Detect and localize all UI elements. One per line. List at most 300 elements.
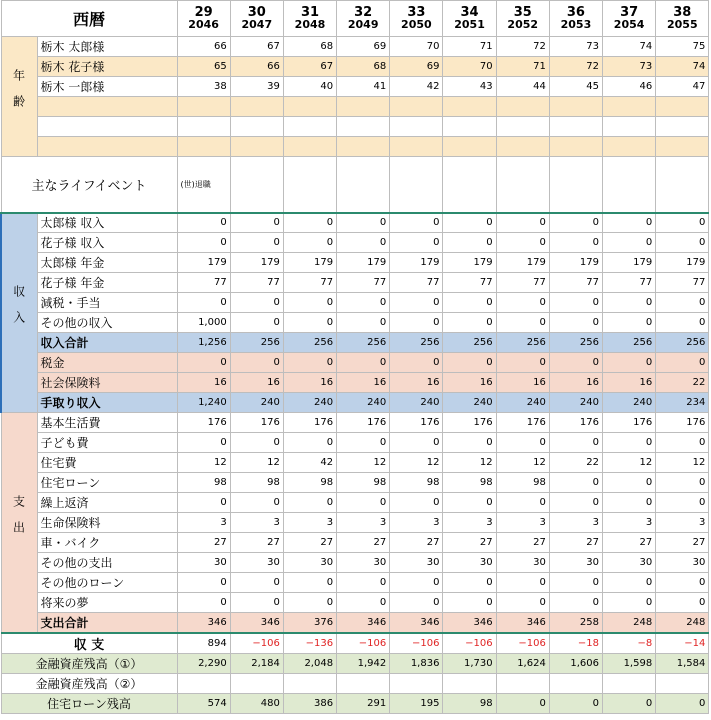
income-row-cell[interactable]: 77	[283, 273, 336, 293]
expense-row-cell[interactable]: 0	[283, 573, 336, 593]
assets2-row-cell[interactable]	[549, 673, 602, 693]
expense-row-cell[interactable]: 0	[656, 493, 709, 513]
income-row-cell[interactable]: 77	[603, 273, 656, 293]
insurance-row-cell[interactable]: 16	[177, 373, 230, 393]
expense-row-cell[interactable]: 98	[496, 473, 549, 493]
life-event-cell[interactable]	[496, 157, 549, 213]
balance-row-cell[interactable]: −106	[390, 633, 443, 654]
expense-row-cell[interactable]: 12	[656, 453, 709, 473]
income-row-cell[interactable]: 0	[496, 213, 549, 233]
balance-row-cell[interactable]: −106	[337, 633, 390, 654]
expense-row-cell[interactable]: 0	[230, 493, 283, 513]
year-header-cell[interactable]	[443, 1, 496, 37]
age-cell[interactable]: 38	[177, 77, 230, 97]
insurance-row-cell[interactable]: 16	[443, 373, 496, 393]
expense-row-cell[interactable]: 30	[230, 553, 283, 573]
expense-row-cell[interactable]: 0	[443, 573, 496, 593]
expense-row-cell[interactable]: 98	[177, 473, 230, 493]
age-empty-cell[interactable]	[603, 97, 656, 117]
age-cell[interactable]: 74	[656, 57, 709, 77]
income-row-cell[interactable]: 0	[656, 233, 709, 253]
age-cell[interactable]: 66	[230, 57, 283, 77]
income-row-cell[interactable]: 0	[549, 233, 602, 253]
income-row-cell[interactable]: 179	[337, 253, 390, 273]
age-cell[interactable]: 46	[603, 77, 656, 97]
expense-row-cell[interactable]: 176	[603, 413, 656, 433]
tax-row-cell[interactable]: 0	[230, 353, 283, 373]
age-empty-cell[interactable]	[283, 117, 336, 137]
age-cell[interactable]: 73	[549, 37, 602, 57]
expense-row-cell[interactable]: 0	[549, 573, 602, 593]
income-row-cell[interactable]: 0	[390, 293, 443, 313]
net-income-row-cell[interactable]: 240	[603, 393, 656, 413]
age-empty-cell[interactable]	[177, 97, 230, 117]
assets1-row-cell[interactable]: 1,836	[390, 653, 443, 673]
loan-balance-row-cell[interactable]: 0	[549, 693, 602, 713]
income-total-row-cell[interactable]: 256	[496, 333, 549, 353]
income-row-cell[interactable]: 0	[603, 313, 656, 333]
year-header-cell[interactable]	[177, 1, 230, 37]
age-cell[interactable]: 66	[177, 37, 230, 57]
income-row-cell[interactable]: 0	[177, 293, 230, 313]
net-income-row-cell[interactable]: 240	[390, 393, 443, 413]
assets1-row-cell[interactable]: 1,730	[443, 653, 496, 673]
expense-row-cell[interactable]: 176	[496, 413, 549, 433]
year-header-cell[interactable]	[390, 1, 443, 37]
insurance-row-cell[interactable]: 22	[656, 373, 709, 393]
assets2-row-cell[interactable]	[283, 673, 336, 693]
expense-row-cell[interactable]: 3	[177, 513, 230, 533]
loan-balance-row-cell[interactable]: 0	[496, 693, 549, 713]
expense-row-cell[interactable]: 0	[337, 493, 390, 513]
age-empty-cell[interactable]	[177, 137, 230, 157]
income-row-cell[interactable]: 0	[549, 293, 602, 313]
expense-row-cell[interactable]: 0	[283, 593, 336, 613]
net-income-row-cell[interactable]: 234	[656, 393, 709, 413]
age-empty-cell[interactable]	[390, 97, 443, 117]
income-row-cell[interactable]: 77	[443, 273, 496, 293]
expense-row-cell[interactable]: 22	[549, 453, 602, 473]
income-row-cell[interactable]: 77	[390, 273, 443, 293]
expense-row-cell[interactable]: 27	[337, 533, 390, 553]
expense-row-cell[interactable]: 27	[177, 533, 230, 553]
insurance-row-cell[interactable]: 16	[549, 373, 602, 393]
balance-row-cell[interactable]: −106	[443, 633, 496, 654]
net-income-row-cell[interactable]: 240	[283, 393, 336, 413]
income-row-cell[interactable]: 0	[390, 213, 443, 233]
life-event-cell[interactable]	[603, 157, 656, 213]
balance-row-cell[interactable]: −8	[603, 633, 656, 654]
expense-row-cell[interactable]: 0	[443, 493, 496, 513]
income-total-row-cell[interactable]: 256	[230, 333, 283, 353]
age-cell[interactable]: 68	[283, 37, 336, 57]
tax-row-cell[interactable]: 0	[337, 353, 390, 373]
age-empty-cell[interactable]	[283, 137, 336, 157]
assets2-row-cell[interactable]	[177, 673, 230, 693]
income-row-cell[interactable]: 0	[549, 313, 602, 333]
balance-row-cell[interactable]: 894	[177, 633, 230, 654]
loan-balance-row-cell[interactable]: 574	[177, 693, 230, 713]
income-row-cell[interactable]: 0	[656, 213, 709, 233]
income-row-cell[interactable]: 0	[496, 313, 549, 333]
expense-row-cell[interactable]: 0	[230, 433, 283, 453]
assets2-row-cell[interactable]	[390, 673, 443, 693]
income-row-cell[interactable]: 0	[603, 213, 656, 233]
income-row-cell[interactable]: 0	[337, 213, 390, 233]
year-header-cell[interactable]	[337, 1, 390, 37]
income-row-cell[interactable]: 0	[177, 213, 230, 233]
age-empty-cell[interactable]	[337, 97, 390, 117]
expense-row-cell[interactable]: 0	[337, 573, 390, 593]
expense-row-cell[interactable]: 0	[656, 473, 709, 493]
income-row-cell[interactable]: 0	[337, 233, 390, 253]
expense-row-cell[interactable]: 0	[283, 493, 336, 513]
age-cell[interactable]: 71	[496, 57, 549, 77]
expense-row-cell[interactable]: 30	[656, 553, 709, 573]
expense-total-row-cell[interactable]: 346	[230, 613, 283, 633]
expense-row-cell[interactable]: 0	[603, 493, 656, 513]
age-cell[interactable]: 67	[230, 37, 283, 57]
expense-row-cell[interactable]: 0	[390, 573, 443, 593]
insurance-row-cell[interactable]: 16	[230, 373, 283, 393]
age-empty-cell[interactable]	[337, 137, 390, 157]
income-row-cell[interactable]: 179	[656, 253, 709, 273]
income-row-cell[interactable]: 77	[177, 273, 230, 293]
income-row-cell[interactable]: 77	[656, 273, 709, 293]
age-empty-cell[interactable]	[443, 97, 496, 117]
income-row-cell[interactable]: 179	[549, 253, 602, 273]
tax-row-cell[interactable]: 0	[177, 353, 230, 373]
income-row-cell[interactable]: 0	[177, 233, 230, 253]
income-row-cell[interactable]: 0	[656, 313, 709, 333]
expense-row-cell[interactable]: 176	[283, 413, 336, 433]
loan-balance-row-cell[interactable]: 291	[337, 693, 390, 713]
income-row-cell[interactable]: 0	[283, 233, 336, 253]
assets2-row-cell[interactable]	[443, 673, 496, 693]
age-empty-cell[interactable]	[230, 137, 283, 157]
expense-row-cell[interactable]: 176	[177, 413, 230, 433]
life-event-cell[interactable]	[230, 157, 283, 213]
expense-row-cell[interactable]: 0	[656, 593, 709, 613]
loan-balance-row-cell[interactable]: 0	[656, 693, 709, 713]
assets1-row-cell[interactable]: 1,942	[337, 653, 390, 673]
income-row-cell[interactable]: 0	[283, 313, 336, 333]
net-income-row-cell[interactable]: 240	[337, 393, 390, 413]
income-row-cell[interactable]: 179	[230, 253, 283, 273]
balance-row-cell[interactable]: −18	[549, 633, 602, 654]
loan-balance-row-cell[interactable]: 480	[230, 693, 283, 713]
age-empty-cell[interactable]	[390, 117, 443, 137]
expense-row-cell[interactable]: 3	[496, 513, 549, 533]
expense-row-cell[interactable]: 176	[656, 413, 709, 433]
age-cell[interactable]: 41	[337, 77, 390, 97]
expense-row-cell[interactable]: 0	[496, 433, 549, 453]
age-cell[interactable]: 70	[390, 37, 443, 57]
tax-row-cell[interactable]: 0	[549, 353, 602, 373]
balance-row-cell[interactable]: −106	[496, 633, 549, 654]
expense-row-cell[interactable]: 3	[549, 513, 602, 533]
expense-row-cell[interactable]: 12	[603, 453, 656, 473]
expense-row-cell[interactable]: 12	[230, 453, 283, 473]
life-event-cell[interactable]	[549, 157, 602, 213]
age-empty-cell[interactable]	[603, 117, 656, 137]
loan-balance-row-cell[interactable]: 386	[283, 693, 336, 713]
income-row-cell[interactable]: 179	[496, 253, 549, 273]
life-event-cell[interactable]	[443, 157, 496, 213]
age-empty-cell[interactable]	[496, 137, 549, 157]
income-row-cell[interactable]: 0	[656, 293, 709, 313]
expense-row-cell[interactable]: 0	[443, 593, 496, 613]
income-row-cell[interactable]: 0	[283, 293, 336, 313]
tax-row-cell[interactable]: 0	[283, 353, 336, 373]
expense-row-cell[interactable]: 3	[337, 513, 390, 533]
income-row-cell[interactable]: 1,000	[177, 313, 230, 333]
expense-total-row-cell[interactable]: 346	[443, 613, 496, 633]
age-empty-cell[interactable]	[337, 117, 390, 137]
income-row-cell[interactable]: 0	[443, 293, 496, 313]
expense-row-cell[interactable]: 27	[603, 533, 656, 553]
income-row-cell[interactable]: 0	[230, 213, 283, 233]
age-cell[interactable]: 39	[230, 77, 283, 97]
expense-row-cell[interactable]: 27	[443, 533, 496, 553]
age-empty-cell[interactable]	[603, 137, 656, 157]
year-header-cell[interactable]	[283, 1, 336, 37]
income-row-cell[interactable]: 0	[443, 213, 496, 233]
income-row-cell[interactable]: 0	[230, 233, 283, 253]
age-empty-cell[interactable]	[443, 117, 496, 137]
income-row-cell[interactable]: 77	[496, 273, 549, 293]
income-row-cell[interactable]: 179	[443, 253, 496, 273]
expense-total-row-cell[interactable]: 346	[177, 613, 230, 633]
income-row-cell[interactable]: 0	[337, 293, 390, 313]
expense-row-cell[interactable]: 0	[603, 573, 656, 593]
expense-row-cell[interactable]: 0	[390, 593, 443, 613]
net-income-row-cell[interactable]: 240	[443, 393, 496, 413]
income-row-cell[interactable]: 77	[549, 273, 602, 293]
income-row-cell[interactable]: 0	[230, 313, 283, 333]
income-row-cell[interactable]: 179	[603, 253, 656, 273]
income-total-row-cell[interactable]: 256	[656, 333, 709, 353]
insurance-row-cell[interactable]: 16	[283, 373, 336, 393]
assets1-row-cell[interactable]: 2,184	[230, 653, 283, 673]
expense-row-cell[interactable]: 0	[549, 433, 602, 453]
assets1-row-cell[interactable]: 2,290	[177, 653, 230, 673]
assets1-row-cell[interactable]: 1,584	[656, 653, 709, 673]
net-income-row-cell[interactable]: 1,240	[177, 393, 230, 413]
expense-row-cell[interactable]: 0	[177, 593, 230, 613]
insurance-row-cell[interactable]: 16	[337, 373, 390, 393]
expense-row-cell[interactable]: 0	[603, 593, 656, 613]
tax-row-cell[interactable]: 0	[390, 353, 443, 373]
expense-row-cell[interactable]: 27	[283, 533, 336, 553]
life-event-cell[interactable]	[337, 157, 390, 213]
age-cell[interactable]: 75	[656, 37, 709, 57]
insurance-row-cell[interactable]: 16	[390, 373, 443, 393]
age-empty-cell[interactable]	[443, 137, 496, 157]
age-cell[interactable]: 47	[656, 77, 709, 97]
income-row-cell[interactable]: 179	[177, 253, 230, 273]
expense-row-cell[interactable]: 0	[390, 493, 443, 513]
income-row-cell[interactable]: 179	[283, 253, 336, 273]
expense-row-cell[interactable]: 30	[283, 553, 336, 573]
net-income-row-cell[interactable]: 240	[496, 393, 549, 413]
age-cell[interactable]: 71	[443, 37, 496, 57]
expense-row-cell[interactable]: 27	[656, 533, 709, 553]
age-cell[interactable]: 72	[549, 57, 602, 77]
expense-row-cell[interactable]: 0	[603, 473, 656, 493]
expense-row-cell[interactable]: 0	[177, 433, 230, 453]
income-row-cell[interactable]: 0	[390, 233, 443, 253]
age-empty-cell[interactable]	[230, 97, 283, 117]
expense-row-cell[interactable]: 176	[337, 413, 390, 433]
expense-row-cell[interactable]: 3	[283, 513, 336, 533]
loan-balance-row-cell[interactable]: 98	[443, 693, 496, 713]
balance-row-cell[interactable]: −136	[283, 633, 336, 654]
balance-row-cell[interactable]: −14	[656, 633, 709, 654]
expense-row-cell[interactable]: 176	[549, 413, 602, 433]
loan-balance-row-cell[interactable]: 0	[603, 693, 656, 713]
expense-row-cell[interactable]: 12	[337, 453, 390, 473]
age-cell[interactable]: 40	[283, 77, 336, 97]
net-income-row-cell[interactable]: 240	[549, 393, 602, 413]
age-cell[interactable]: 69	[337, 37, 390, 57]
expense-total-row-cell[interactable]: 346	[496, 613, 549, 633]
expense-row-cell[interactable]: 30	[496, 553, 549, 573]
income-total-row-cell[interactable]: 256	[390, 333, 443, 353]
expense-row-cell[interactable]: 27	[549, 533, 602, 553]
income-row-cell[interactable]: 77	[337, 273, 390, 293]
expense-row-cell[interactable]: 0	[230, 593, 283, 613]
income-row-cell[interactable]: 0	[603, 293, 656, 313]
expense-row-cell[interactable]: 30	[549, 553, 602, 573]
balance-row-cell[interactable]: −106	[230, 633, 283, 654]
expense-row-cell[interactable]: 0	[337, 433, 390, 453]
assets2-row-cell[interactable]	[656, 673, 709, 693]
expense-row-cell[interactable]: 98	[443, 473, 496, 493]
age-cell[interactable]: 72	[496, 37, 549, 57]
expense-row-cell[interactable]: 42	[283, 453, 336, 473]
age-cell[interactable]: 67	[283, 57, 336, 77]
age-empty-cell[interactable]	[656, 117, 709, 137]
expense-row-cell[interactable]: 12	[177, 453, 230, 473]
insurance-row-cell[interactable]: 16	[496, 373, 549, 393]
year-header-cell[interactable]	[603, 1, 656, 37]
expense-row-cell[interactable]: 176	[230, 413, 283, 433]
expense-row-cell[interactable]: 30	[443, 553, 496, 573]
assets2-row-cell[interactable]	[337, 673, 390, 693]
income-row-cell[interactable]: 179	[390, 253, 443, 273]
expense-row-cell[interactable]: 0	[603, 433, 656, 453]
tax-row-cell[interactable]: 0	[496, 353, 549, 373]
expense-row-cell[interactable]: 0	[549, 473, 602, 493]
assets2-row-cell[interactable]	[496, 673, 549, 693]
expense-row-cell[interactable]: 0	[337, 593, 390, 613]
age-empty-cell[interactable]	[390, 137, 443, 157]
age-cell[interactable]: 45	[549, 77, 602, 97]
insurance-row-cell[interactable]: 16	[603, 373, 656, 393]
expense-row-cell[interactable]: 0	[656, 573, 709, 593]
income-row-cell[interactable]: 0	[443, 313, 496, 333]
expense-row-cell[interactable]: 0	[177, 493, 230, 513]
age-empty-cell[interactable]	[177, 117, 230, 137]
income-row-cell[interactable]: 0	[443, 233, 496, 253]
income-total-row-cell[interactable]: 256	[443, 333, 496, 353]
income-row-cell[interactable]: 77	[230, 273, 283, 293]
age-empty-cell[interactable]	[549, 137, 602, 157]
year-header-cell[interactable]	[230, 1, 283, 37]
life-event-cell[interactable]	[283, 157, 336, 213]
age-empty-cell[interactable]	[656, 97, 709, 117]
expense-row-cell[interactable]: 98	[230, 473, 283, 493]
income-total-row-cell[interactable]: 256	[549, 333, 602, 353]
age-empty-cell[interactable]	[496, 97, 549, 117]
expense-total-row-cell[interactable]: 346	[337, 613, 390, 633]
net-income-row-cell[interactable]: 240	[230, 393, 283, 413]
expense-row-cell[interactable]: 0	[496, 593, 549, 613]
expense-row-cell[interactable]: 3	[603, 513, 656, 533]
expense-row-cell[interactable]: 12	[443, 453, 496, 473]
expense-row-cell[interactable]: 3	[443, 513, 496, 533]
year-header-cell[interactable]	[549, 1, 602, 37]
expense-total-row-cell[interactable]: 248	[656, 613, 709, 633]
expense-row-cell[interactable]: 98	[390, 473, 443, 493]
expense-total-row-cell[interactable]: 248	[603, 613, 656, 633]
expense-row-cell[interactable]: 30	[390, 553, 443, 573]
loan-balance-row-cell[interactable]: 195	[390, 693, 443, 713]
expense-row-cell[interactable]: 0	[283, 433, 336, 453]
year-header-cell[interactable]	[496, 1, 549, 37]
expense-row-cell[interactable]: 98	[283, 473, 336, 493]
year-header-cell[interactable]	[656, 1, 709, 37]
expense-row-cell[interactable]: 0	[230, 573, 283, 593]
income-row-cell[interactable]: 0	[390, 313, 443, 333]
age-empty-cell[interactable]	[283, 97, 336, 117]
age-cell[interactable]: 68	[337, 57, 390, 77]
income-row-cell[interactable]: 0	[230, 293, 283, 313]
expense-row-cell[interactable]: 0	[177, 573, 230, 593]
expense-total-row-cell[interactable]: 258	[549, 613, 602, 633]
income-total-row-cell[interactable]: 256	[337, 333, 390, 353]
age-cell[interactable]: 44	[496, 77, 549, 97]
income-row-cell[interactable]: 0	[496, 233, 549, 253]
expense-total-row-cell[interactable]: 376	[283, 613, 336, 633]
life-event-cell[interactable]: (世)退職	[177, 157, 230, 213]
assets1-row-cell[interactable]: 1,606	[549, 653, 602, 673]
expense-row-cell[interactable]: 30	[603, 553, 656, 573]
assets2-row-cell[interactable]	[230, 673, 283, 693]
expense-row-cell[interactable]: 27	[390, 533, 443, 553]
expense-row-cell[interactable]: 0	[549, 593, 602, 613]
assets1-row-cell[interactable]: 1,624	[496, 653, 549, 673]
age-empty-cell[interactable]	[656, 137, 709, 157]
expense-row-cell[interactable]: 3	[390, 513, 443, 533]
expense-row-cell[interactable]: 30	[337, 553, 390, 573]
expense-row-cell[interactable]: 0	[496, 573, 549, 593]
age-cell[interactable]: 69	[390, 57, 443, 77]
assets1-row-cell[interactable]: 2,048	[283, 653, 336, 673]
tax-row-cell[interactable]: 0	[656, 353, 709, 373]
expense-total-row-cell[interactable]: 346	[390, 613, 443, 633]
income-row-cell[interactable]: 0	[283, 213, 336, 233]
income-row-cell[interactable]: 0	[549, 213, 602, 233]
expense-row-cell[interactable]: 30	[177, 553, 230, 573]
expense-row-cell[interactable]: 0	[443, 433, 496, 453]
income-row-cell[interactable]: 0	[603, 233, 656, 253]
tax-row-cell[interactable]: 0	[443, 353, 496, 373]
expense-row-cell[interactable]: 0	[549, 493, 602, 513]
age-empty-cell[interactable]	[549, 97, 602, 117]
life-event-cell[interactable]	[390, 157, 443, 213]
